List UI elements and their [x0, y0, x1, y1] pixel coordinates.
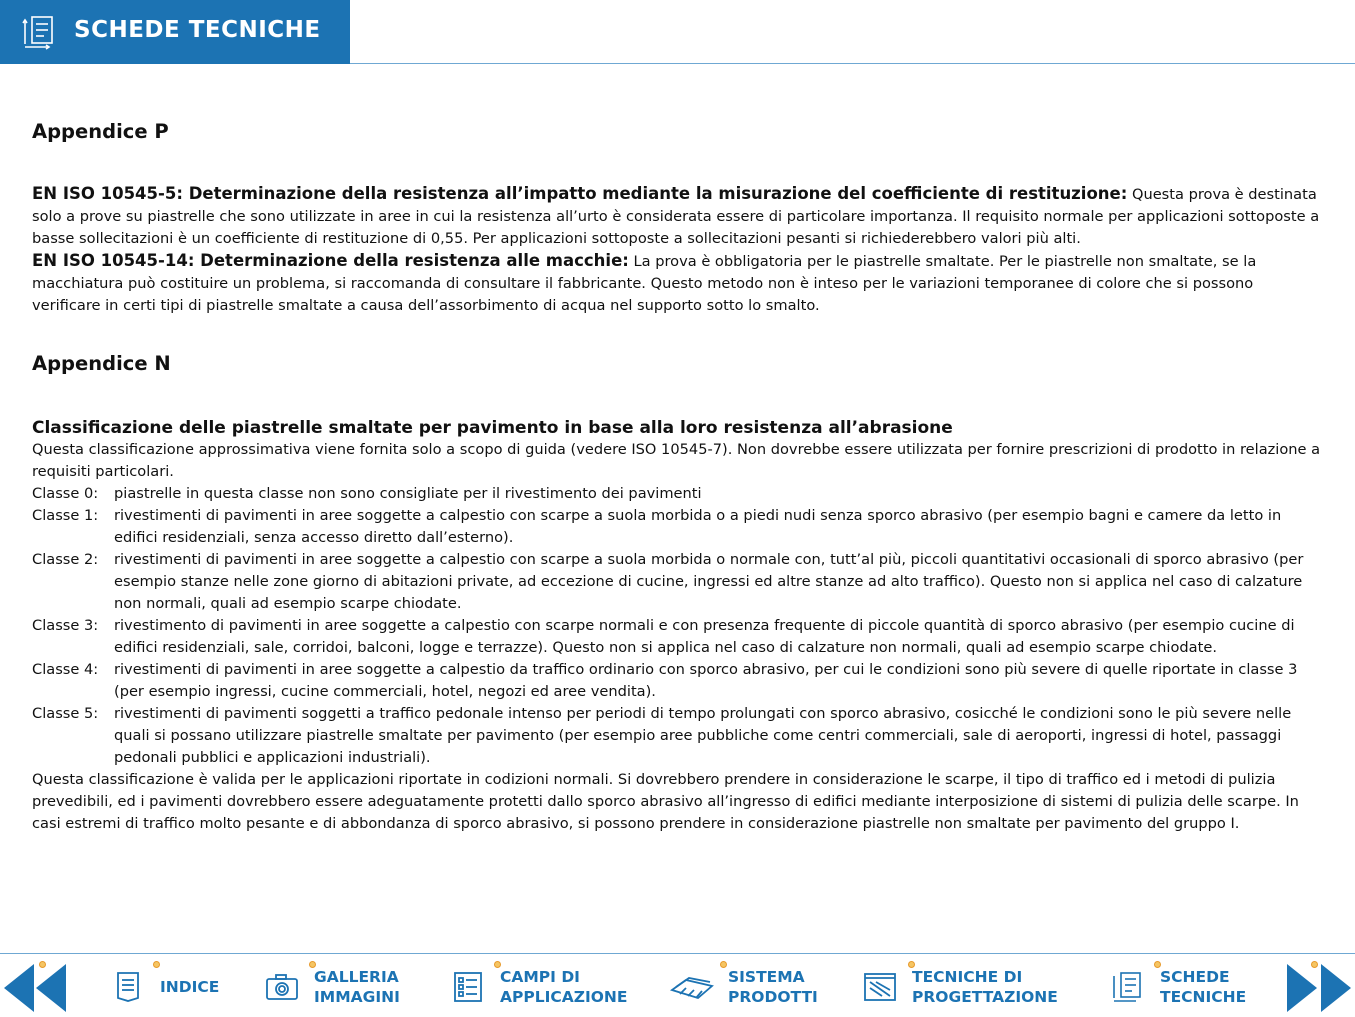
- camera-icon: [264, 970, 300, 1004]
- appendix-p-item-text: Questa prova è destinata solo a prove su piastrelle che sono utilizzate in aree in cui la resistenza all’urto è considerata essere di particolare importanza. Il requisito normale per applicazioni sottoposte a basse sollecitazioni è un coefficiente di restituzione di 0,55. Per applicazioni sottoposte a sollecitazioni pesanti si richiederebbero valori più alti.: [32, 186, 1320, 247]
- appendix-n-title: Appendice N: [32, 352, 171, 375]
- indicator-dot-icon: [309, 961, 316, 968]
- indicator-dot-icon: [1154, 961, 1161, 968]
- class-text: rivestimento di pavimenti in aree soggette a calpestio con scarpe normali e con presenza frequente di piccole quantità di sporco abrasivo (per esempio cucine di edifici residenziali, sale, corridoi, balconi, logge e terrazze). Questo non si applica nel caso di calzature non normali, quali ad esempio scarpe chiodate.: [114, 617, 1295, 656]
- layered-products-icon: [670, 970, 714, 1004]
- class-label: Classe 1:: [32, 507, 99, 524]
- appendix-p-item: [32, 250, 1324, 317]
- technical-sheet-icon: [1110, 970, 1146, 1004]
- appendix-p-item: [32, 183, 1324, 250]
- blueprint-icon: [862, 970, 898, 1004]
- class-text: rivestimenti di pavimenti in aree soggette a calpestio da traffico ordinario con sporco abrasivo, per cui le condizioni sono più severe di quelle riportate in classe 3 (per esempio ingressi, cucine commerciali, hotel, negozi ed aree vendita).: [114, 661, 1298, 700]
- nav-item-schede-tecniche[interactable]: [1110, 964, 1246, 1010]
- class-label: Classe 2:: [32, 551, 99, 568]
- nav-label: SCHEDE TECNICHE: [1160, 968, 1247, 1006]
- class-row: [32, 505, 1324, 549]
- class-text: rivestimenti di pavimenti in aree soggette a calpestio con scarpe a suola morbida o a piedi nudi senza sporco abrasivo (per esempio bagni e camere da letto in edifici residenziali, senza accesso diretto dall’esterno).: [114, 507, 1282, 546]
- footer-divider: [0, 953, 1355, 954]
- nav-item-tecniche-di-progettazione[interactable]: [862, 964, 1058, 1010]
- nav-item-galleria-immagini[interactable]: [264, 964, 400, 1010]
- appendix-n-closing: Questa classificazione è valida per le applicazioni riportate in codizioni normali. Si dovrebbero prendere in considerazione le scarpe, il tipo di traffico ed i metodi di pulizia prevedibili, ed i pavimenti dovrebbero essere adeguatamente protetti dallo sporco abrasivo all’ingresso di edifici mediante interposizione di sistemi di pulizia delle scarpe. In casi estremi di traffico molto pesante e di abbondanza di sporco abrasivo, si possono prendere in considerazione piastrelle non smaltate per pavimento del gruppo I.: [32, 771, 1299, 832]
- indicator-dot-icon: [494, 961, 501, 968]
- appendix-n-intro: Questa classificazione approssimativa viene fornita solo a scopo di guida (vedere ISO 10545-7). Non dovrebbe essere utilizzata per fornire prescrizioni di prodotto in relazione a requisiti particolari.: [32, 441, 1321, 480]
- indicator-dot-icon: [39, 961, 46, 968]
- class-label: Classe 0:: [32, 485, 99, 502]
- class-text: rivestimenti di pavimenti soggetti a traffico pedonale intenso per periodi di tempo prolungati con sporco abrasivo, cosicché le condizioni sono le più severe nelle quali si possano utilizzare piastrelle smaltate per pavimento (per esempio aree pubbliche come centri commerciali, sale di aeroporti, ingressi di hotel, passaggi pedonali pubblici e applicazioni industriali).: [114, 705, 1292, 766]
- previous-page-arrow-icon[interactable]: [0, 960, 70, 1016]
- appendix-n-subtitle: Classificazione delle piastrelle smaltate per pavimento in base alla loro resistenza all’abrasione: [32, 418, 953, 438]
- nav-label: INDICE: [160, 978, 220, 996]
- nav-item-indice[interactable]: [110, 964, 219, 1010]
- nav-label: SISTEMA PRODOTTI: [728, 968, 818, 1006]
- next-page-arrow-icon[interactable]: [1285, 960, 1355, 1016]
- header-divider: [350, 63, 1355, 64]
- document-list-icon: [110, 970, 146, 1004]
- class-text: rivestimenti di pavimenti in aree soggette a calpestio con scarpe a suola morbida o normale con, tutt’al più, piccoli quantitativi occasionali di sporco abrasivo (per esempio stanze nelle zone giorno di abitazioni private, ad eccezione di cucine, ingressi ed altre stanze ad alto traffico). Questo non si applica nel caso di calzature non normali, quali ad esempio scarpe chiodate.: [114, 551, 1304, 612]
- indicator-dot-icon: [153, 961, 160, 968]
- indicator-dot-icon: [720, 961, 727, 968]
- indicator-dot-icon: [908, 961, 915, 968]
- class-row: [32, 483, 1324, 505]
- technical-sheet-icon: [22, 14, 56, 50]
- appendix-p-body: [32, 183, 1324, 317]
- header-tab: [0, 0, 350, 64]
- class-row: [32, 615, 1324, 659]
- indicator-dot-icon: [1311, 961, 1318, 968]
- class-row: [32, 549, 1324, 615]
- nav-label: CAMPI DI APPLICAZIONE: [500, 968, 628, 1006]
- page-title: SCHEDE TECNICHE: [74, 17, 321, 43]
- nav-label: TECNICHE DI PROGETTAZIONE: [912, 968, 1058, 1006]
- class-label: Classe 3:: [32, 617, 99, 634]
- nav-item-sistema-prodotti[interactable]: [670, 964, 818, 1010]
- appendix-p-title: Appendice P: [32, 120, 169, 143]
- class-row: [32, 703, 1324, 769]
- class-label: Classe 5:: [32, 705, 99, 722]
- class-row: [32, 659, 1324, 703]
- appendix-p-item-heading: EN ISO 10545-14: Determinazione della resistenza alle macchie:: [32, 251, 629, 270]
- nav-item-campi-di-applicazione[interactable]: [450, 964, 627, 1010]
- nav-label: GALLERIA IMMAGINI: [314, 968, 400, 1006]
- appendix-n-body: [32, 417, 1324, 835]
- appendix-p-item-heading: EN ISO 10545-5: Determinazione della resistenza all’impatto mediante la misurazione del coefficiente di restituzione:: [32, 184, 1128, 203]
- appendix-p-item-text: La prova è obbligatoria per le piastrelle smaltate. Per le piastrelle non smaltate, se la macchiatura può costituire un problema, si raccomanda di consultare il fabbricante. Questo metodo non è inteso per le variazioni temporanee di colore che si possono verificare in certi tipi di piastrelle smaltate a causa dell’assorbimento di acqua nel supporto sotto lo smalto.: [32, 253, 1257, 314]
- class-text: piastrelle in questa classe non sono consigliate per il rivestimento dei pavimenti: [114, 485, 702, 502]
- class-label: Classe 4:: [32, 661, 99, 678]
- checklist-icon: [450, 970, 486, 1004]
